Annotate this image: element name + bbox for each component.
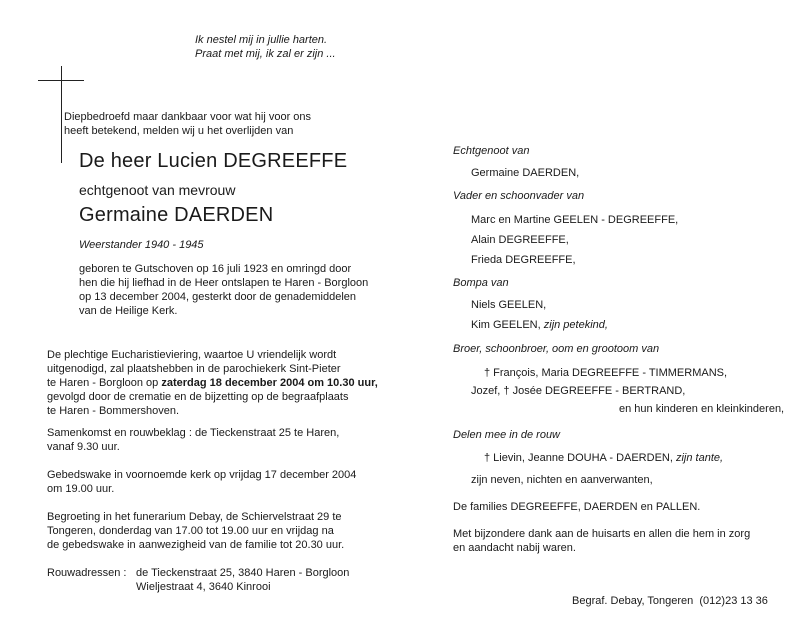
spouse-name: Germaine DAERDEN xyxy=(79,204,274,226)
deceased-name: De heer Lucien DEGREEFFE xyxy=(79,150,348,172)
funeral-line: te Haren - Bommershoven. xyxy=(47,405,180,417)
funeral-datetime: zaterdag 18 december 2004 om 10.30 uur, xyxy=(161,377,378,389)
child-2: Alain DEGREEFFE, xyxy=(471,234,569,246)
heading-spouse: Echtgenoot van xyxy=(453,145,530,157)
grandchild-2 xyxy=(471,318,608,332)
wake-line: Gebedswake in voornoemde kerk op vrijdag 17 december 2004 xyxy=(47,469,357,481)
aunt-note: zijn tante, xyxy=(675,452,724,464)
heading-grandpa: Bompa van xyxy=(453,277,509,289)
siblings-tail: en hun kinderen en kleinkinderen, xyxy=(619,403,785,415)
funeral-home-line: Begroeting in het funerarium Debay, de Schiervelstraat 29 te xyxy=(47,511,342,523)
address-line-2: Wieljestraat 4, 3640 Kinrooi xyxy=(136,581,271,593)
child-1: Marc en Martine GEELEN - DEGREEFFE, xyxy=(471,214,679,226)
sibling-1: † François, Maria DEGREEFFE - TIMMERMANS, xyxy=(484,367,728,379)
wake-line: om 19.00 uur. xyxy=(47,483,115,495)
funeral-home-paragraph xyxy=(47,510,377,552)
gathering-line: vanaf 9.30 uur. xyxy=(47,441,120,453)
families: De families DEGREEFFE, DAERDEN en PALLEN. xyxy=(453,501,701,513)
intro-line-1: Diepbedroefd maar dankbaar voor wat hij voor ons xyxy=(64,111,312,123)
birth-line: geboren te Gutschoven op 16 juli 1923 en omringd door xyxy=(79,263,352,275)
funeral-line: uitgenodigd, zal plaatshebben in de parochiekerk Sint-Pieter xyxy=(47,363,341,375)
poem-line-1: Ik nestel mij in jullie harten. xyxy=(195,34,328,46)
spouse-label: echtgenoot van mevrouw xyxy=(79,182,236,198)
addresses-label: Rouwadressen : xyxy=(47,567,127,579)
aunt xyxy=(484,451,723,465)
funeral-line-start: te Haren - Borgloon op xyxy=(47,377,162,389)
grandchild-1: Niels GEELEN, xyxy=(471,299,547,311)
heading-father: Vader en schoonvader van xyxy=(453,190,585,202)
sibling-2: Jozef, † Josée DEGREEFFE - BERTRAND, xyxy=(471,385,686,397)
gathering-line: Samenkomst en rouwbeklag : de Tieckenstraat 25 te Haren, xyxy=(47,427,340,439)
birth-line: op 13 december 2004, gesterkt door de genademiddelen xyxy=(79,291,357,303)
address-line-1: de Tieckenstraat 25, 3840 Haren - Borgloon xyxy=(136,567,350,579)
poem-line-2: Praat met mij, ik zal er zijn ... xyxy=(195,48,336,60)
intro-line-2: heeft betekend, melden wij u het overlijden van xyxy=(64,125,294,137)
heading-mourn: Delen mee in de rouw xyxy=(453,429,561,441)
thanks-line-2: en aandacht nabij waren. xyxy=(453,542,576,554)
funeral-line xyxy=(47,376,377,390)
deceased-title: Weerstander 1940 - 1945 xyxy=(79,239,204,251)
aunt-name: † Lievin, Jeanne DOUHA - DAERDEN, xyxy=(484,452,673,464)
funeral-line: gevolgd door de crematie en de bijzetting op de begraafplaats xyxy=(47,391,349,403)
funeral-home-line: de gebedswake in aanwezigheid van de familie tot 20.30 uur. xyxy=(47,539,345,551)
family-spouse: Germaine DAERDEN, xyxy=(471,167,580,179)
funeral-line: De plechtige Eucharistieviering, waartoe U vriendelijk wordt xyxy=(47,349,337,361)
funeral-home-line: Tongeren, donderdag van 17.00 tot 19.00 uur en vrijdag na xyxy=(47,525,334,537)
gathering-paragraph xyxy=(47,426,377,454)
thanks-line-1: Met bijzondere dank aan de huisarts en allen die hem in zorg xyxy=(453,528,751,540)
birth-line: hen die hij liefhad in de Heer ontslapen te Haren - Borgloon xyxy=(79,277,369,289)
birth-paragraph xyxy=(79,262,368,318)
funeral-paragraph xyxy=(47,348,377,418)
grandchild-2-note: zijn petekind, xyxy=(543,319,608,331)
child-3: Frieda DEGREEFFE, xyxy=(471,254,576,266)
relatives: zijn neven, nichten en aanverwanten, xyxy=(471,474,653,486)
birth-line: van de Heilige Kerk. xyxy=(79,305,178,317)
grandchild-2-name: Kim GEELEN, xyxy=(471,319,541,331)
footer-funeral-director: Begraf. Debay, Tongeren (012)23 13 36 xyxy=(572,595,768,607)
wake-paragraph xyxy=(47,468,377,496)
heading-siblings: Broer, schoonbroer, oom en grootoom van xyxy=(453,343,660,355)
